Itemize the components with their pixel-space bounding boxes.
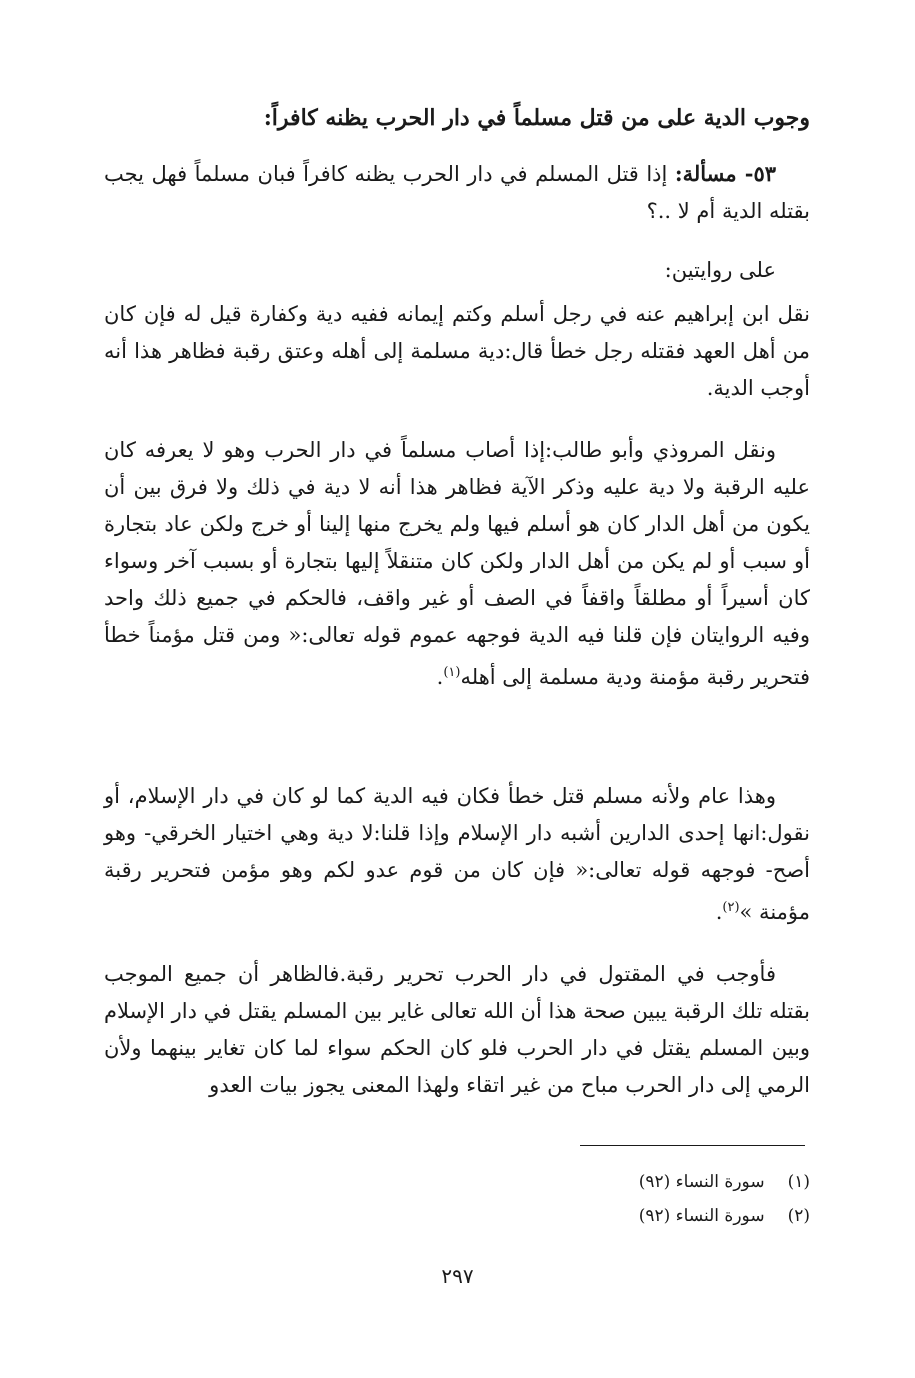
paragraph-4-end: . — [715, 900, 723, 924]
paragraph-2: نقل ابن إبراهيم عنه في رجل أسلم وكتم إيمانه ففيه دية وكفارة قيل له فإن كان من أهل العهد فقتله رجل خطأ قال:دية مسلمة إلى أهله وعتق رقبة فظاهر هذا أنه أوجب الدية. — [104, 302, 811, 400]
footnote-ref-2: (٢) — [722, 900, 740, 915]
footnote-2-number: (٢) — [787, 1206, 810, 1226]
footnote-ref-1: (١) — [443, 665, 461, 680]
footnotes — [410, 1165, 810, 1233]
footnote-1-text: سورة النساء (٩٢) — [638, 1172, 765, 1192]
footnote-1-number: (١) — [787, 1172, 810, 1192]
footnote-divider — [580, 1145, 805, 1146]
footnote-2 — [410, 1199, 810, 1233]
footnote-1 — [410, 1165, 810, 1199]
paragraph-5: فأوجب في المقتول في دار الحرب تحرير رقبة.فالظاهر أن جميع الموجب بقتله تلك الرقبة يبين صحة هذا أن الله تعالى غاير بين المسلم يقتل في دار الإسلام وبين المسلم يقتل في دار الحرب فلو كان الحكم سواء لما كان تغاير بينهما ولأن الرمي إلى دار الحرب مباح من غير اتقاء ولهذا المعنى يجوز بيات العدو — [104, 962, 810, 1097]
paragraph-3-end: . — [436, 665, 444, 689]
issue-paragraph — [104, 155, 810, 230]
page-number: ٢٩٧ — [441, 1264, 474, 1288]
paragraph-4-text: وهذا عام ولأنه مسلم قتل خطأ فكان فيه الدية كما لو كان في دار الإسلام، أو نقول:انها إحدى الدارين أشبه دار الإسلام وإذا قلنا:لا دية وهي اختيار الخرقي- وهو أصح- فوجهه قوله تعالى:« فإن كان من قوم عدو لكم وهو مؤمن فتحرير رقبة مؤمنة » — [104, 784, 810, 924]
issue-text: إذا قتل المسلم في دار الحرب يظنه كافراً فبان مسلماً فهل يجب بقتله الدية أم لا ..؟ — [104, 162, 810, 223]
paragraph-1: على روايتين: — [664, 258, 776, 282]
issue-label: ٥٣- مسألة: — [674, 161, 776, 186]
paragraph-3 — [104, 432, 810, 696]
footnote-2-text: سورة النساء (٩٢) — [638, 1206, 765, 1226]
paragraph-4 — [104, 778, 810, 931]
section-heading: وجوب الدية على من قتل مسلماً في دار الحرب يظنه كافراً: — [263, 105, 810, 131]
paragraph-3-text: ونقل المروذي وأبو طالب:إذا أصاب مسلماً في دار الحرب وهو لا يعرفه كان عليه الرقبة ولا دية عليه وذكر الآية فظاهر هذا أنه لا دية في ذلك ولا فرق بين أن يكون من أهل الدار كان هو أسلم فيها ولم يخرج منها إلينا أو خرج ولكن عاد بتجارة أو سبب أو لم يكن من أهل الدار ولكن كان متنقلاً إليها بتجارة أو بسبب آخر وسواء كان أسيراً أو مطلقاً واقفاً في الصف أو غير واقف، فالحكم في جميع ذلك واحد وفيه الروايتان فإن قلنا فيه الدية فوجهه عموم قوله تعالى:« ومن قتل مؤمناً خطأ فتحرير رقبة مؤمنة ودية مسلمة إلى أهله — [104, 438, 810, 689]
